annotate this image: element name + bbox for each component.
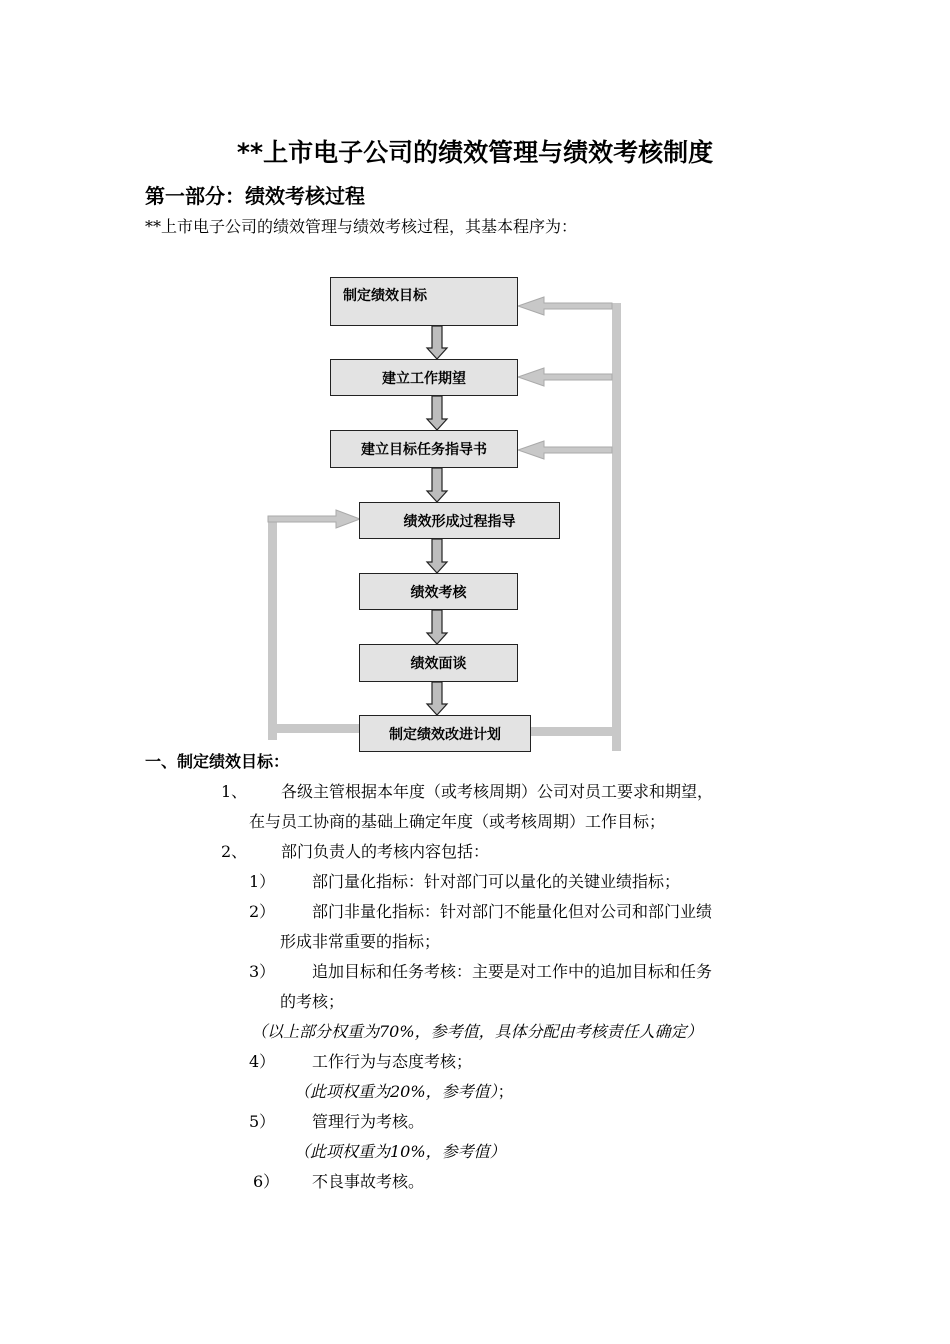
item1-line2: 在与员工协商的基础上确定年度（或考核周期）工作目标； [249, 812, 666, 831]
sub2-line2: 形成非常重要的指标； [280, 932, 441, 951]
flow-step-interview: 绩效面谈 [359, 644, 518, 682]
sub2-line1: 部门非量化指标：针对部门不能量化但对公司和部门业绩 [312, 902, 713, 921]
sub4-number: 4） [249, 1052, 276, 1071]
weight-note-20: （此项权重为20%，参考值） [294, 1082, 498, 1101]
sub4-text: 工作行为与态度考核； [312, 1052, 473, 1071]
part1-intro: **上市电子公司的绩效管理与绩效考核过程，其基本程序为： [145, 217, 578, 236]
sub1-text: 部门量化指标：针对部门可以量化的关键业绩指标； [312, 872, 681, 891]
document-title: **上市电子公司的绩效管理与绩效考核制度 [236, 138, 714, 167]
item1-number: 1、 [221, 782, 248, 801]
flow-step-task-guide: 建立目标任务指导书 [330, 430, 518, 468]
weight-note-20-row [294, 1079, 514, 1102]
flow-step-expectations: 建立工作期望 [330, 359, 518, 396]
item1-line1: 各级主管根据本年度（或考核周期）公司对员工要求和期望， [281, 782, 714, 801]
weight-note-70: （以上部分权重为70%，参考值，具体分配由考核责任人确定） [251, 1022, 703, 1041]
sub3-line2: 的考核； [280, 992, 345, 1011]
sub6-number: 6） [253, 1172, 280, 1191]
part1-heading: 第一部分：绩效考核过程 [145, 184, 365, 208]
sub3-number: 3） [249, 962, 276, 981]
flow-step-set-goals: 制定绩效目标 [330, 277, 518, 326]
weight-note-20-suffix: ； [497, 1082, 514, 1101]
weight-note-10: （此项权重为10%，参考值） [294, 1142, 506, 1161]
item2-number: 2、 [221, 842, 248, 861]
sub5-number: 5） [249, 1112, 276, 1131]
item2-text: 部门负责人的考核内容包括： [281, 842, 490, 861]
sub2-number: 2） [249, 902, 276, 921]
section1-heading: 一、制定绩效目标： [145, 752, 290, 771]
sub6-text: 不良事故考核。 [312, 1172, 425, 1191]
flow-step-assessment: 绩效考核 [359, 573, 518, 610]
flow-step-process-guidance: 绩效形成过程指导 [359, 502, 560, 539]
sub3-line1: 追加目标和任务考核：主要是对工作中的追加目标和任务 [312, 962, 713, 981]
flow-step-improvement-plan: 制定绩效改进计划 [359, 715, 531, 752]
sub5-text: 管理行为考核。 [312, 1112, 425, 1131]
sub1-number: 1） [249, 872, 276, 891]
